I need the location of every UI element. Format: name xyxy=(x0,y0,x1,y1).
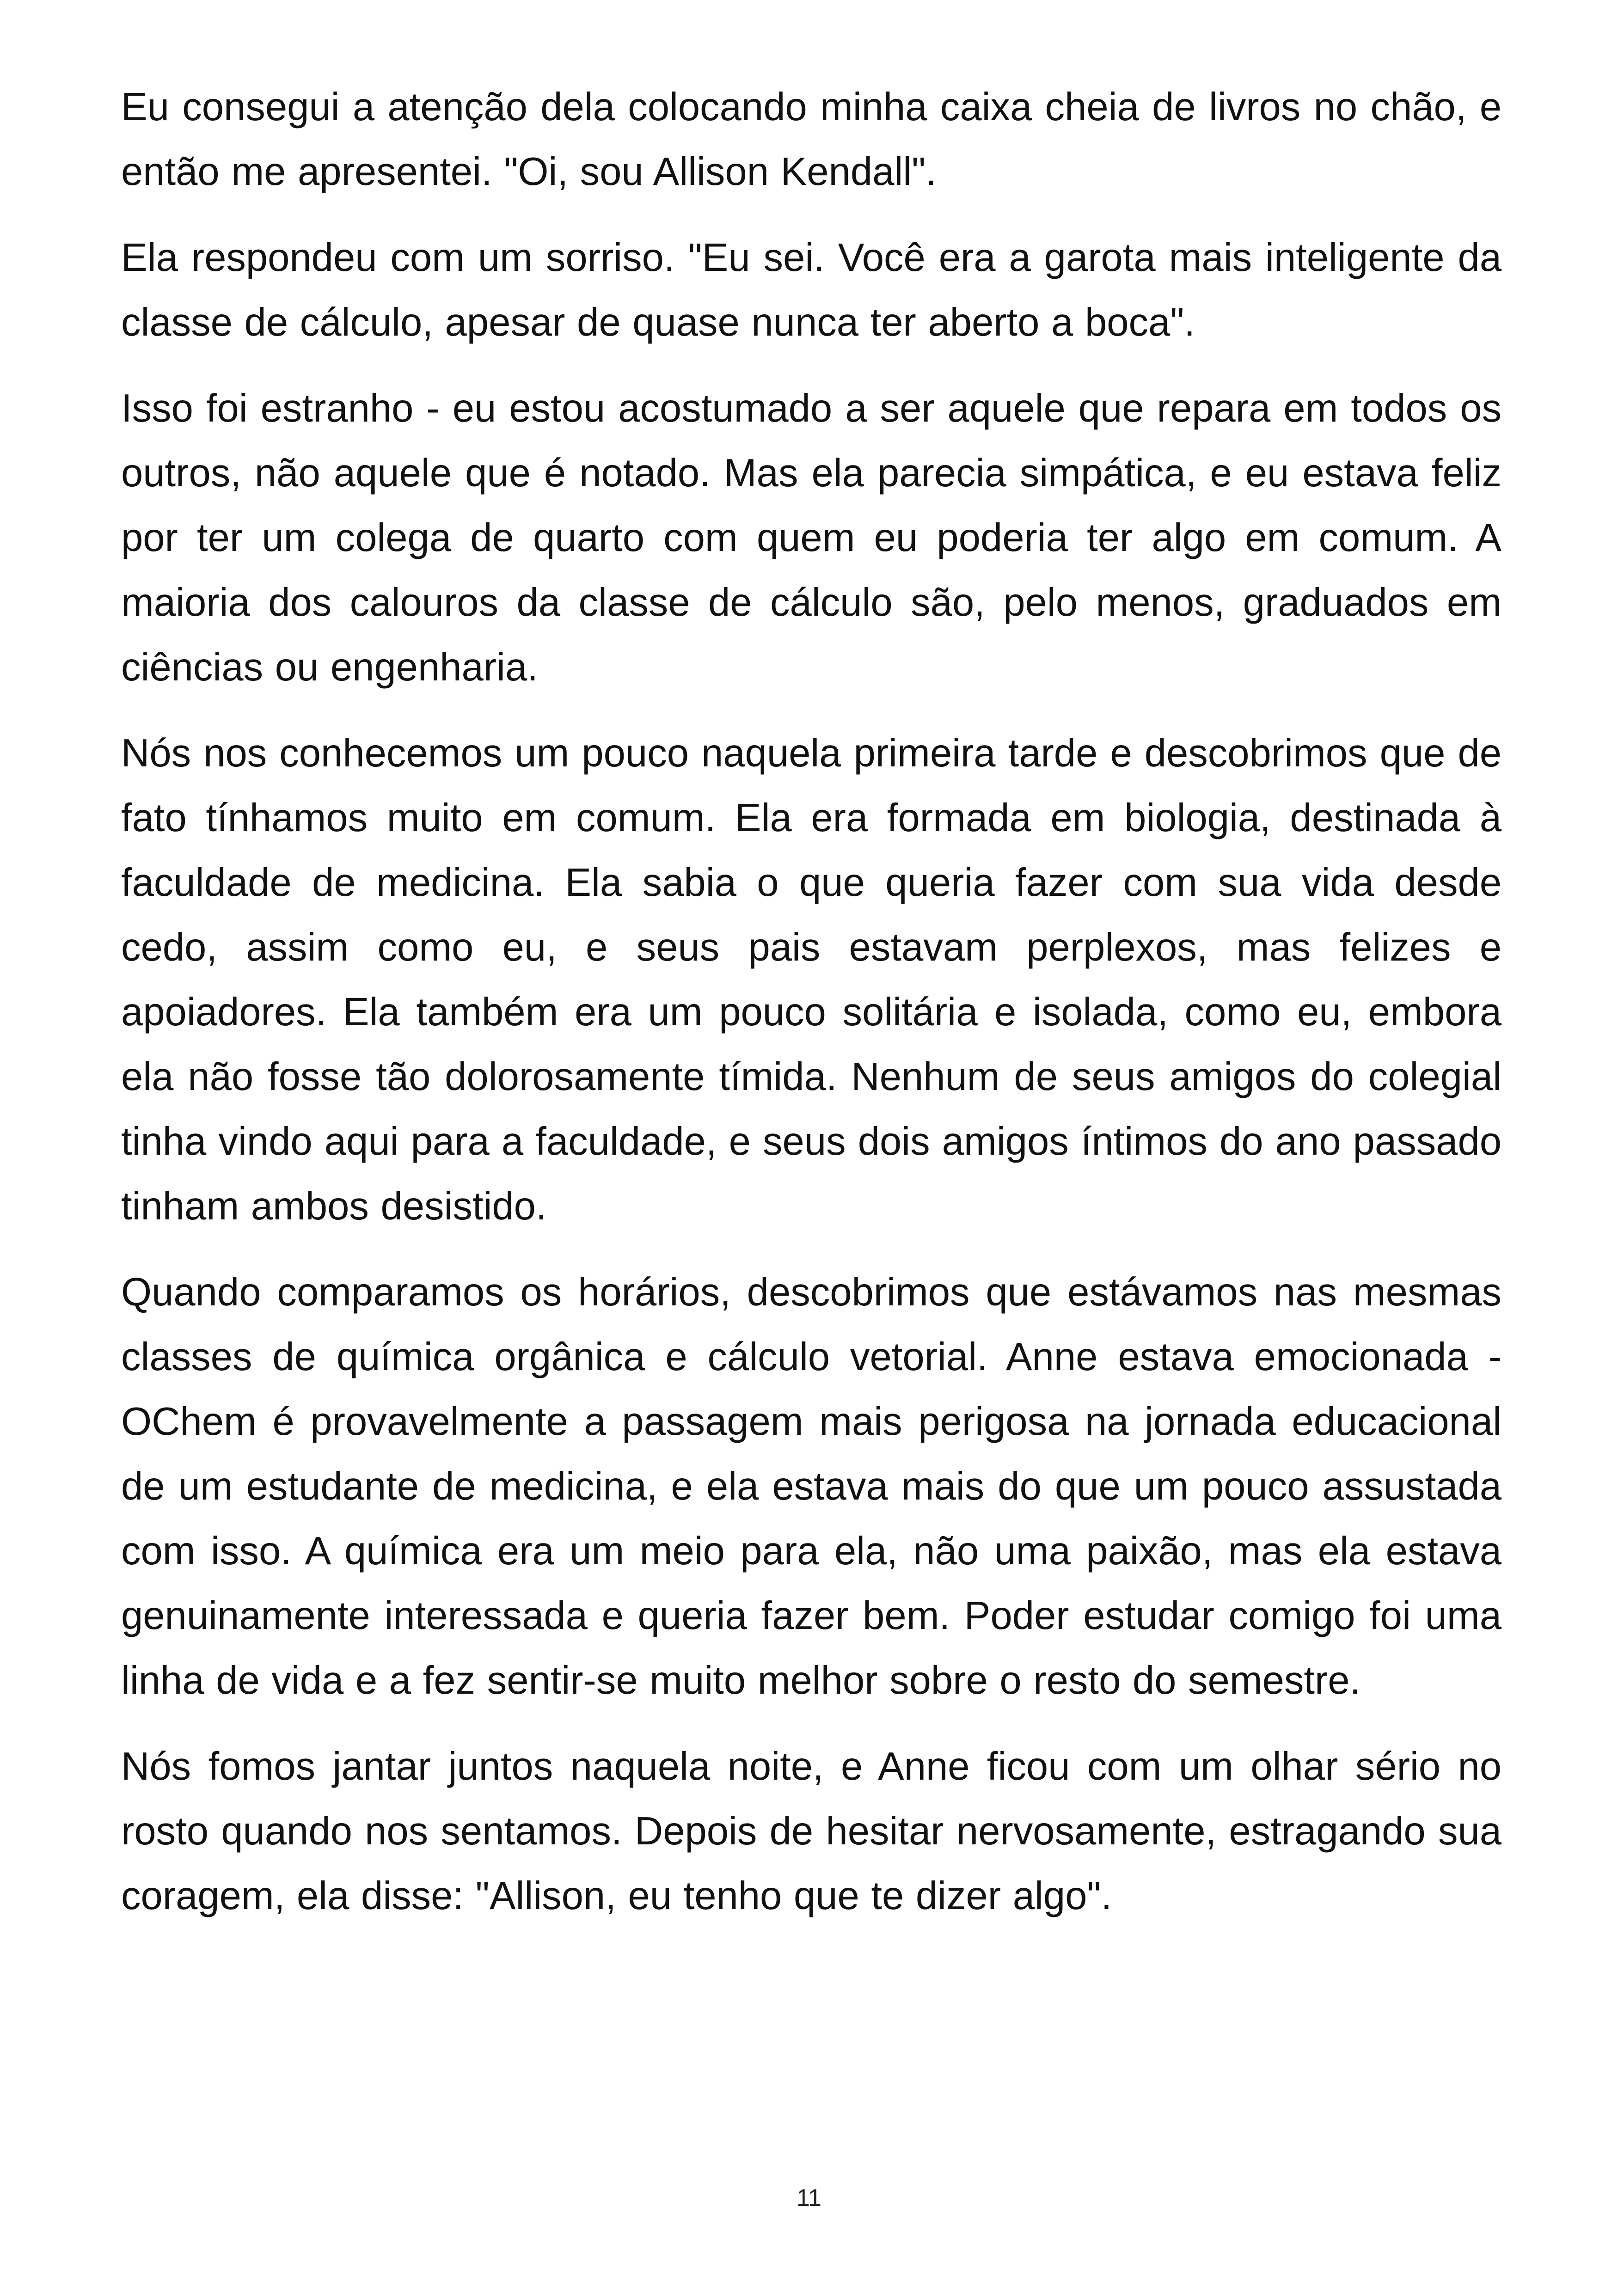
text-body xyxy=(121,75,1502,1950)
paragraph-3: Isso foi estranho - eu estou acostumado a ser aquele que repara em todos os outros, não aquele que é notado. Mas ela parecia simpática, e eu estava feliz por ter um colega de quarto com quem eu poderia ter algo em comum. A maioria dos calouros da classe de cálculo são, pelo menos, graduados em ciências ou engenharia. xyxy=(121,386,1502,689)
paragraph-6: Nós fomos jantar juntos naquela noite, e Anne ficou com um olhar sério no rosto quando nos sentamos. Depois de hesitar nervosamente, estragando sua coragem, ela disse: "Allison, eu tenho que te dizer algo". xyxy=(121,1745,1502,1918)
paragraph-5: Quando comparamos os horários, descobrimos que estávamos nas mesmas classes de química orgânica e cálculo vetorial. Anne estava emocionada - OChem é provavelmente a passagem mais perigosa na jornada educacional de um estudante de medicina, e ela estava mais do que um pouco assustada com isso. A química era um meio para ela, não uma paixão, mas ela estava genuinamente interessada e queria fazer bem. Poder estudar comigo foi uma linha de vida e a fez sentir-se muito melhor sobre o resto do semestre. xyxy=(121,1270,1502,1702)
paragraph-2: Ela respondeu com um sorriso. "Eu sei. Você era a garota mais inteligente da classe de cálculo, apesar de quase nunca ter aberto a boca". xyxy=(121,236,1502,344)
page-number: 11 xyxy=(797,2185,821,2211)
paragraph-1: Eu consegui a atenção dela colocando minha caixa cheia de livros no chão, e então me apresentei. "Oi, sou Allison Kendall". xyxy=(121,85,1502,194)
paragraph-4: Nós nos conhecemos um pouco naquela primeira tarde e descobrimos que de fato tínhamos muito em comum. Ela era formada em biologia, destinada à faculdade de medicina. Ela sabia o que queria fazer com sua vida desde cedo, assim como eu, e seus pais estavam perplexos, mas felizes e apoiadores. Ela também era um pouco solitária e isolada, como eu, embora ela não fosse tão dolorosamente tímida. Nenhum de seus amigos do colegial tinha vindo aqui para a faculdade, e seus dois amigos íntimos do ano passado tinham ambos desistido. xyxy=(121,731,1502,1228)
